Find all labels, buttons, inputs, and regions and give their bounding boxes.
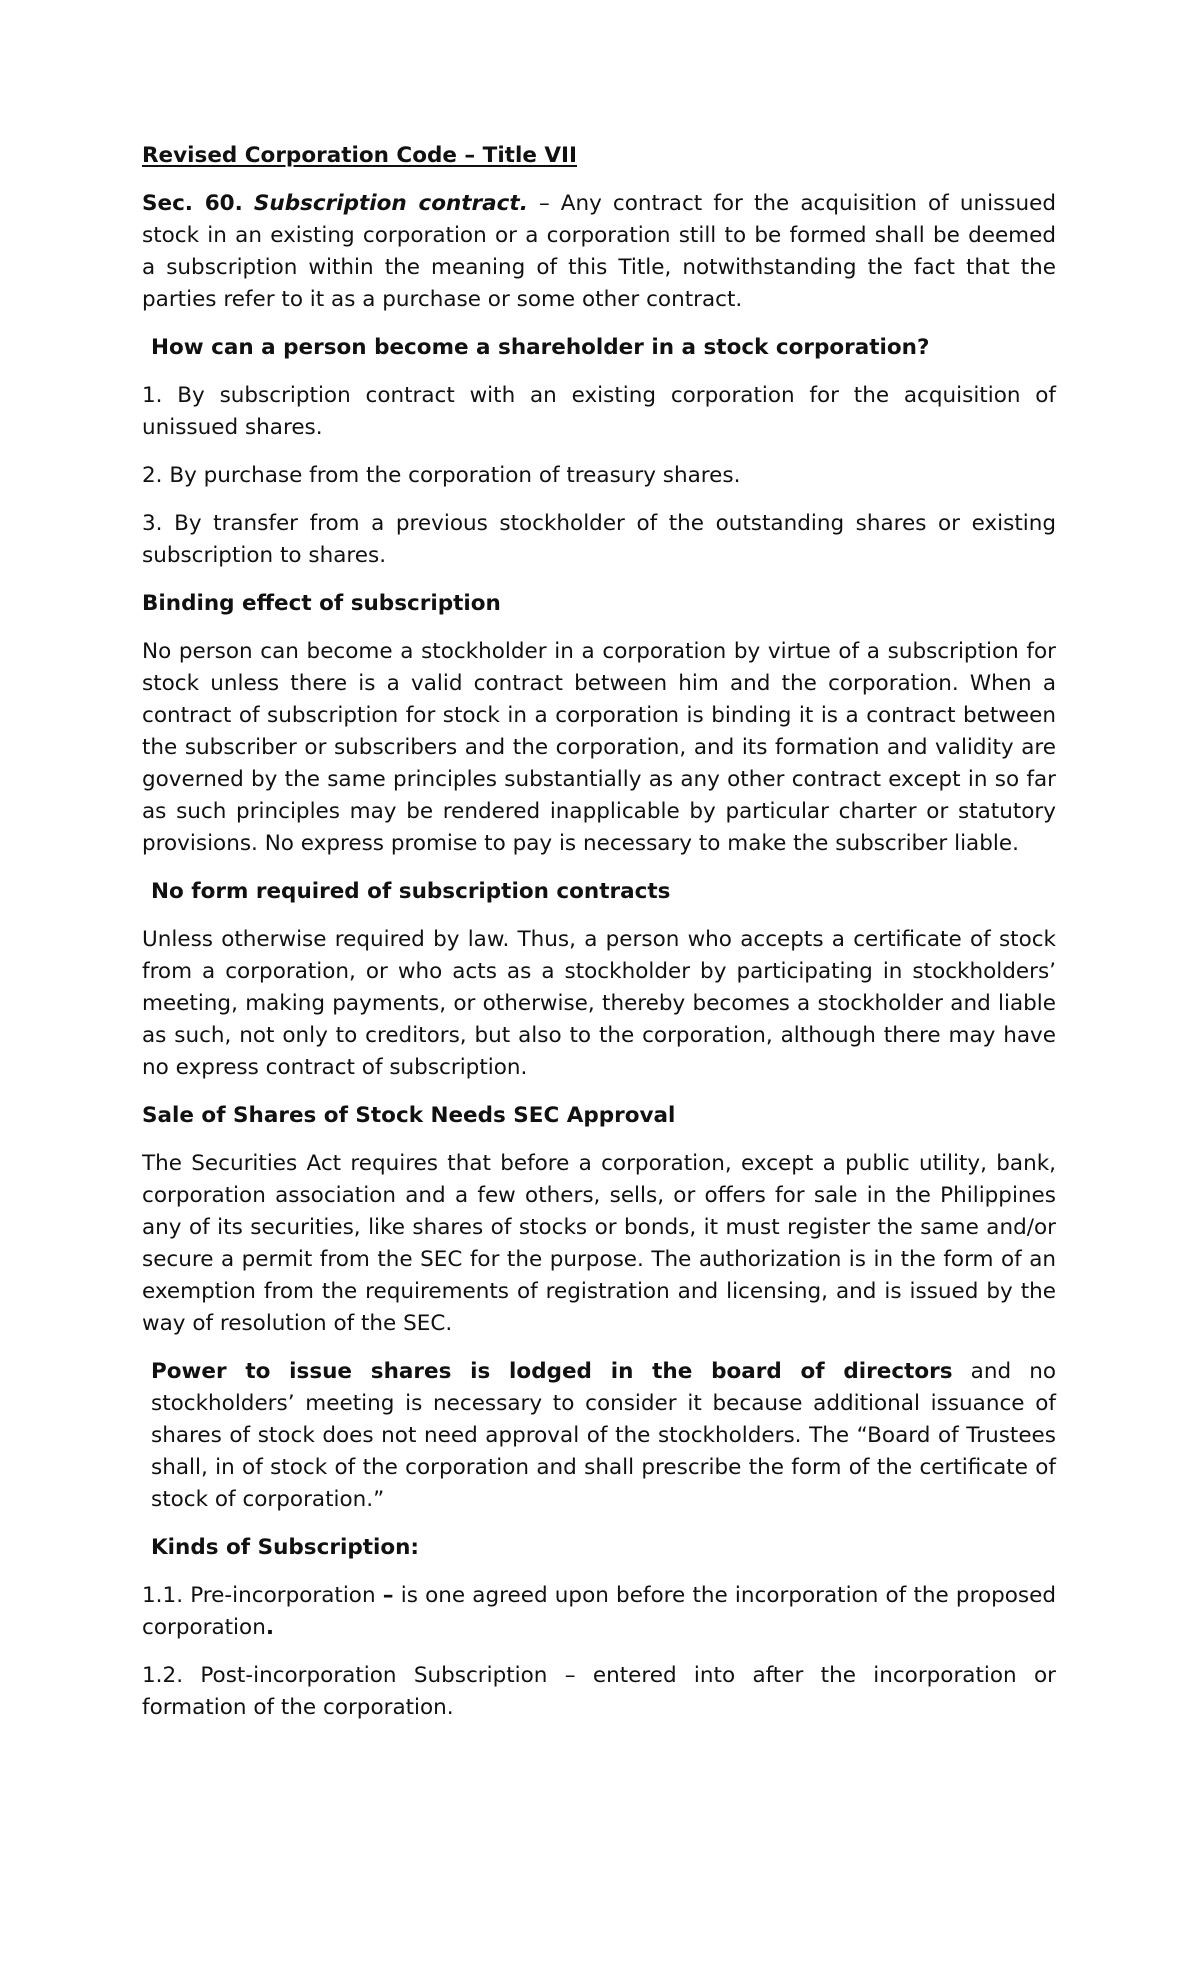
- no-form-body: Unless otherwise required by law. Thus, a person who accepts a certificate of stock from a corporation, or who acts as a stockholder by participating in stockholders’ meeting, making payments, or otherwise, thereby becomes a stockholder and liable as such, not only to creditors, but also to the corporation, although there may have no express contract of subscription.: [142, 927, 1056, 1080]
- no-form-heading: No form required of subscription contracts: [151, 879, 671, 904]
- sec-approval-heading: Sale of Shares of Stock Needs SEC Approval: [142, 1103, 676, 1128]
- sec60-paragraph: [142, 188, 1056, 316]
- section-number: Sec. 60.: [142, 191, 243, 216]
- kinds-item-1: [142, 1580, 1056, 1644]
- shareholder-heading: How can a person become a shareholder in a stock corporation?: [151, 335, 930, 360]
- power-paragraph: [142, 1356, 1056, 1516]
- kinds-item-2: 1.2. Post-incorporation Subscription – entered into after the incorporation or formation of the corporation.: [142, 1663, 1056, 1720]
- kinds-heading: Kinds of Subscription:: [151, 1535, 420, 1560]
- binding-body: No person can become a stockholder in a corporation by virtue of a subscription for stock unless there is a valid contract between him and the corporation. When a contract of subscription for stock in a corporation is binding it is a contract between the subscriber or subscribers and the corporation, and its formation and validity are governed by the same principles substantially as any other contract except in so far as such principles may be rendered inapplicable by particular charter or statutory provisions. No express promise to pay is necessary to make the subscriber liable.: [142, 639, 1056, 856]
- document-title: Revised Corporation Code – Title VII: [142, 143, 578, 168]
- power-body: and no stockholders’ meeting is necessary to consider it because additional issuance of shares of stock does not need approval of the stockholders. The “Board of Trustees shall, in of stock of the corporation and shall prescribe the form of the certificate of stock of corporation.”: [151, 1359, 1057, 1512]
- kinds-item-1-end: .: [265, 1615, 274, 1640]
- kinds-item-1-text: is one agreed upon before the incorporation of the proposed corporation: [142, 1583, 1056, 1640]
- section-body: – Any contract for the acquisition of unissued stock in an existing corporation or a corporation still to be formed shall be deemed a subscription within the meaning of this Title, notwithstanding the fact that the parties refer to it as a purchase or some other contract.: [142, 191, 1056, 312]
- sec-approval-body: The Securities Act requires that before a corporation, except a public utility, bank, corporation association and a few others, sells, or offers for sale in the Philippines any of its securities, like shares of stocks or bonds, it must register the same and/or secure a permit from the SEC for the purpose. The authorization is in the form of an exemption from the requirements of registration and licensing, and is issued by the way of resolution of the SEC.: [142, 1151, 1056, 1336]
- kinds-item-1-prefix: 1.1. Pre-incorporation: [142, 1583, 383, 1608]
- power-lead: Power to issue shares is lodged in the board of directors: [151, 1359, 953, 1384]
- binding-heading: Binding effect of subscription: [142, 591, 501, 616]
- shareholder-item-3: 3. By transfer from a previous stockholder of the outstanding shares or existing subscription to shares.: [142, 511, 1056, 568]
- shareholder-item-1: 1. By subscription contract with an existing corporation for the acquisition of unissued shares.: [142, 383, 1056, 440]
- document-page: [142, 140, 1056, 1740]
- kinds-item-1-dash: –: [382, 1583, 394, 1608]
- section-term: Subscription contract.: [253, 191, 528, 216]
- shareholder-item-2: 2. By purchase from the corporation of treasury shares.: [142, 463, 741, 488]
